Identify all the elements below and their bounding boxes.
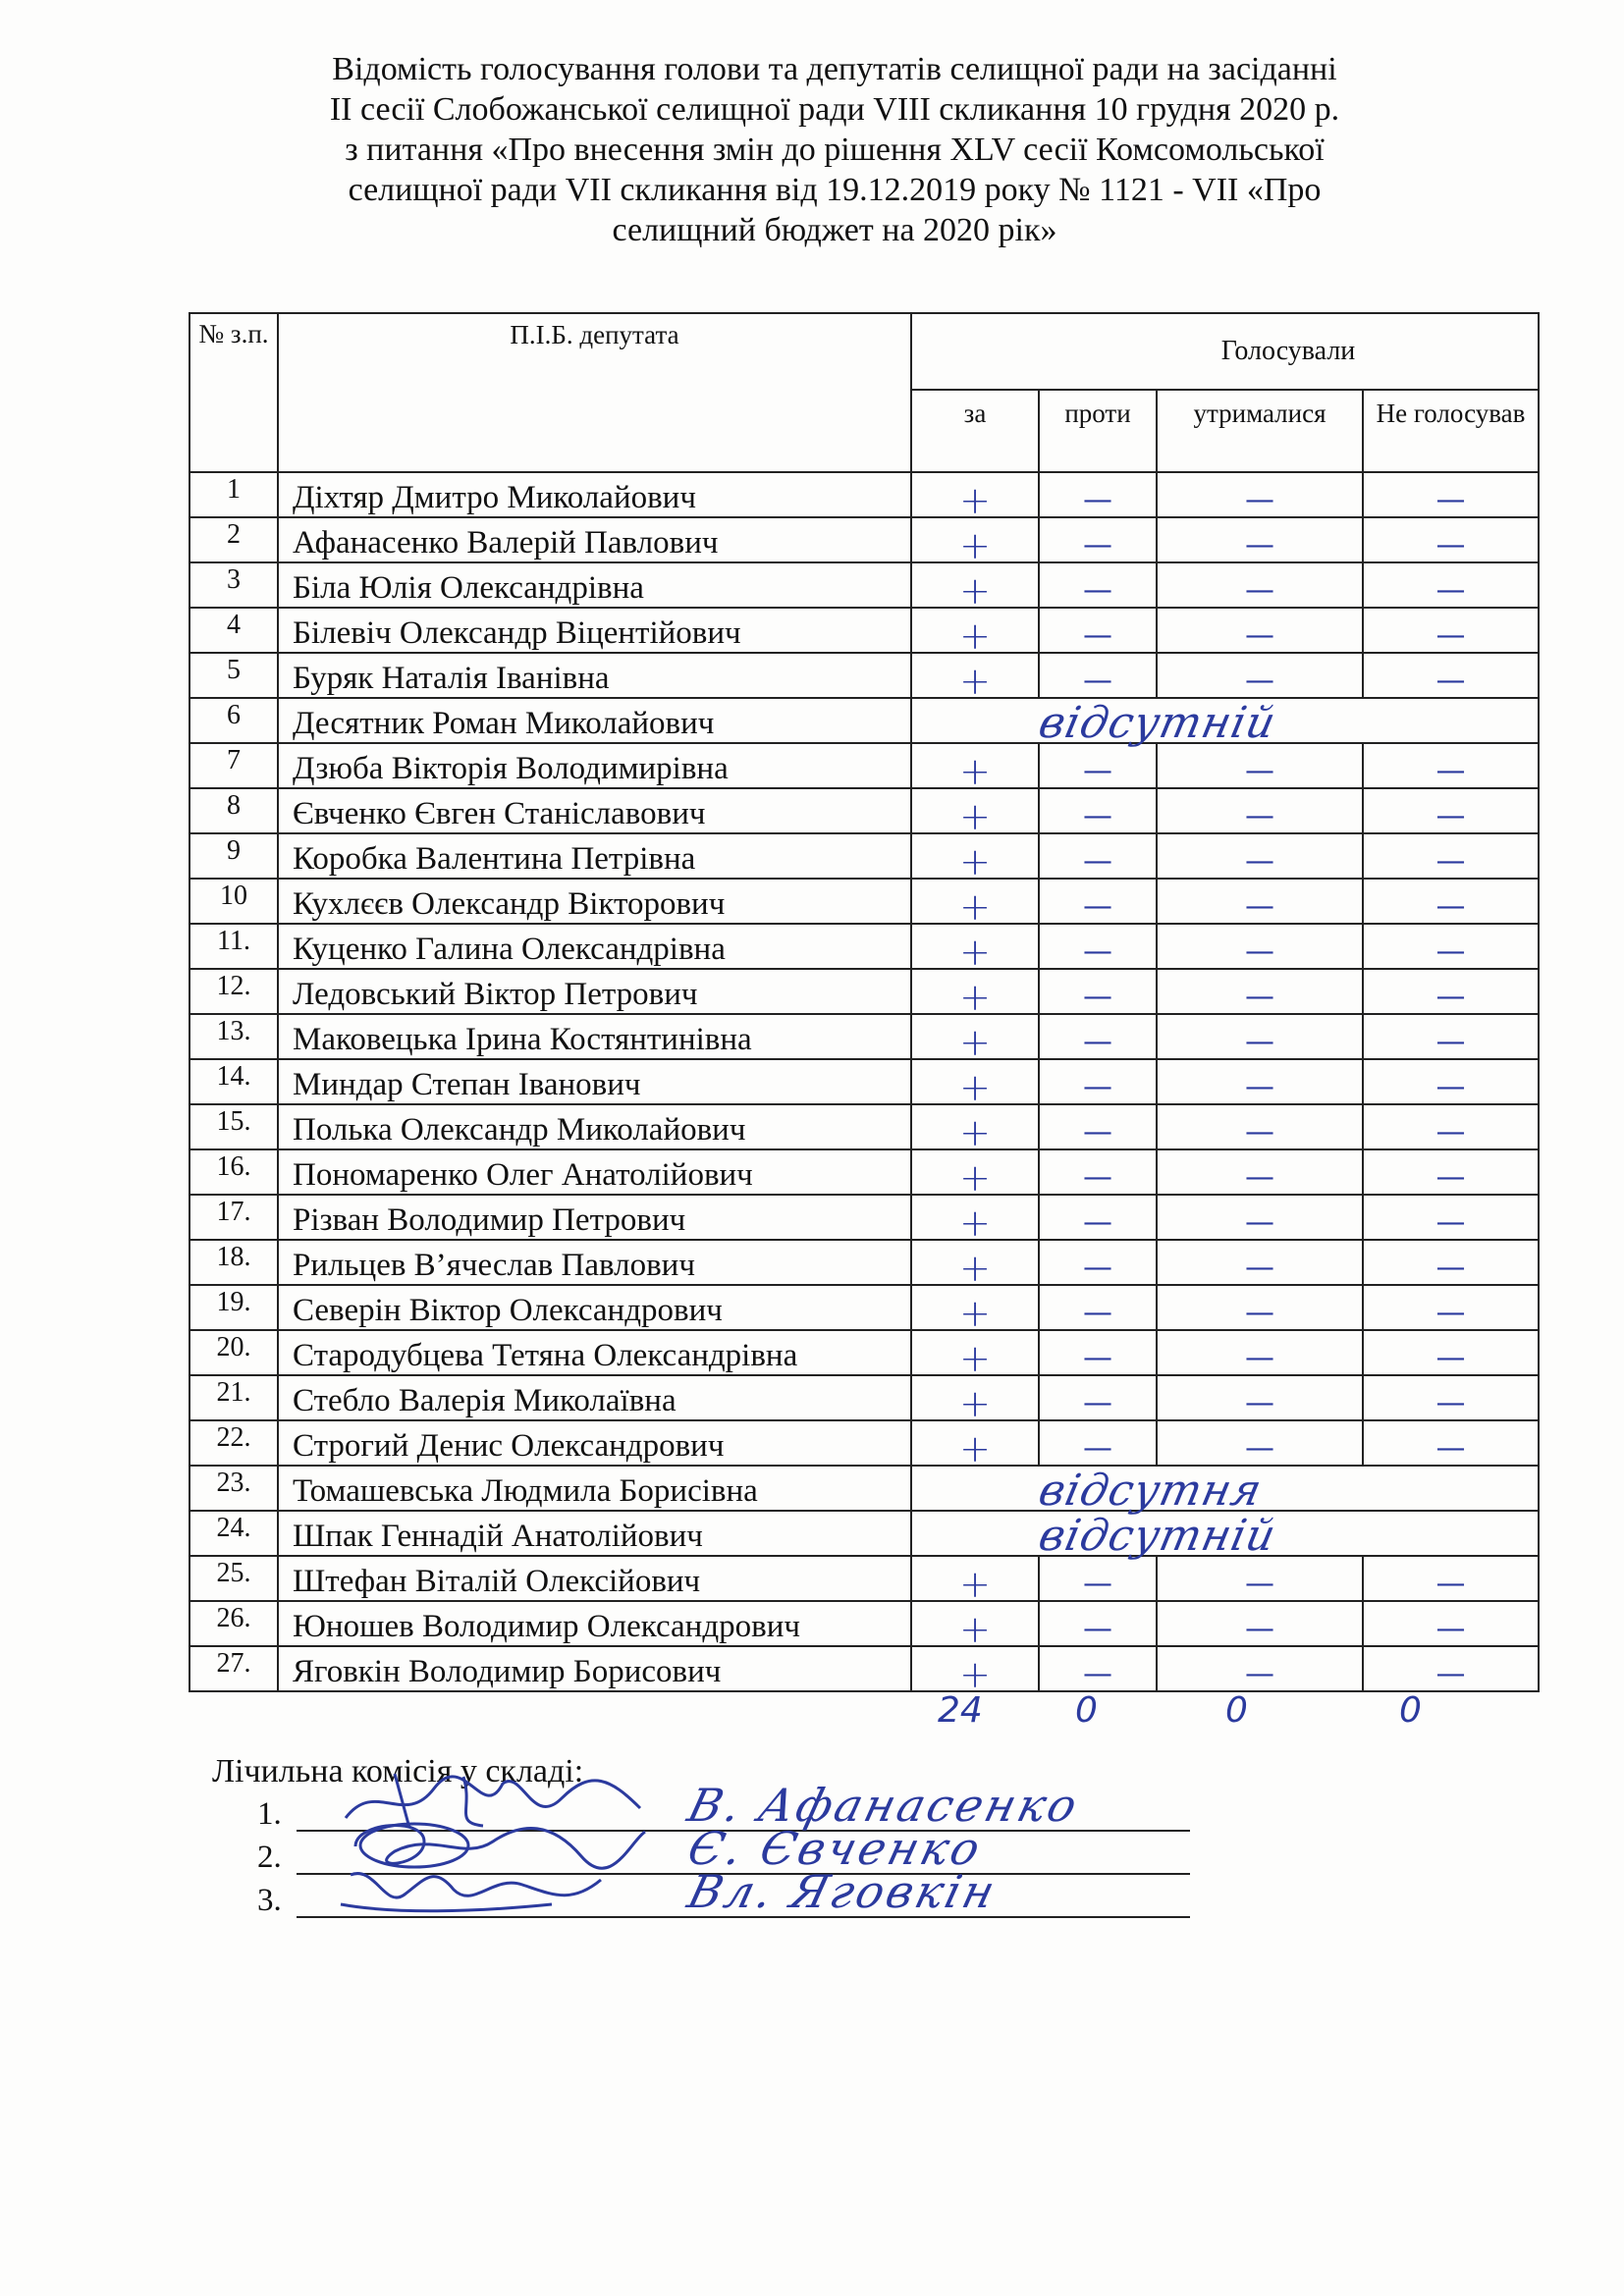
row-number: 6 xyxy=(189,698,278,743)
header-not-voted: Не голосував xyxy=(1363,390,1539,472)
row-number: 20. xyxy=(189,1330,278,1375)
vote-abstained: — xyxy=(1157,1240,1363,1285)
vote-not-voted: — xyxy=(1363,653,1539,698)
vote-for: + xyxy=(911,1330,1039,1375)
vote-abstained: — xyxy=(1157,969,1363,1014)
header-name: П.І.Б. депутата xyxy=(278,313,911,472)
header-voted: Голосували xyxy=(1039,313,1539,390)
signature-number: 1. xyxy=(257,1796,282,1832)
vote-not-voted: — xyxy=(1363,924,1539,969)
total-against: 0 xyxy=(1075,1690,1098,1731)
vote-not-voted: — xyxy=(1363,1240,1539,1285)
table-row xyxy=(189,833,1539,879)
vote-for: + xyxy=(911,1556,1039,1601)
row-number: 18. xyxy=(189,1240,278,1285)
vote-abstained: — xyxy=(1157,1104,1363,1149)
vote-abstained: — xyxy=(1157,743,1363,788)
vote-for: + xyxy=(911,1104,1039,1149)
row-number: 23. xyxy=(189,1466,278,1511)
vote-not-voted: — xyxy=(1363,743,1539,788)
row-number: 13. xyxy=(189,1014,278,1059)
row-number: 5 xyxy=(189,653,278,698)
vote-not-voted: — xyxy=(1363,1285,1539,1330)
vote-for: + xyxy=(911,653,1039,698)
deputy-name: Строгий Денис Олександрович xyxy=(278,1420,911,1466)
vote-against: — xyxy=(1039,653,1157,698)
vote-against: — xyxy=(1039,472,1157,517)
vote-for: + xyxy=(911,833,1039,879)
vote-against: — xyxy=(1039,833,1157,879)
vote-for: + xyxy=(911,472,1039,517)
signature-number: 2. xyxy=(257,1840,282,1875)
vote-not-voted: — xyxy=(1363,472,1539,517)
row-number: 22. xyxy=(189,1420,278,1466)
vote-abstained: — xyxy=(1157,1014,1363,1059)
total-for: 24 xyxy=(938,1690,983,1731)
vote-against: — xyxy=(1039,879,1157,924)
table-row xyxy=(189,608,1539,653)
absent-note: відсутній xyxy=(1034,1511,1281,1561)
vote-for: + xyxy=(911,1601,1039,1646)
row-number: 3 xyxy=(189,562,278,608)
deputy-name: Коробка Валентина Петрівна xyxy=(278,833,911,879)
vote-not-voted: — xyxy=(1363,879,1539,924)
vote-not-voted: — xyxy=(1363,1149,1539,1195)
table-row xyxy=(189,1330,1539,1375)
vote-abstained: — xyxy=(1157,608,1363,653)
table-row xyxy=(189,472,1539,517)
table-row xyxy=(189,743,1539,788)
vote-for: + xyxy=(911,1195,1039,1240)
deputy-name: Стебло Валерія Миколаївна xyxy=(278,1375,911,1420)
vote-abstained: — xyxy=(1157,1330,1363,1375)
vote-for: + xyxy=(911,788,1039,833)
title-line-2: ІІ сесії Слобожанської селищної ради VIII скликання 10 грудня 2020 р. xyxy=(329,91,1340,128)
vote-for: + xyxy=(911,608,1039,653)
row-number: 10 xyxy=(189,879,278,924)
vote-against: — xyxy=(1039,1375,1157,1420)
vote-against: — xyxy=(1039,1149,1157,1195)
table-row xyxy=(189,1375,1539,1420)
deputy-name: Буряк Наталія Іванівна xyxy=(278,653,911,698)
vote-abstained: — xyxy=(1157,517,1363,562)
vote-abstained: — xyxy=(1157,562,1363,608)
vote-against: — xyxy=(1039,562,1157,608)
row-number: 24. xyxy=(189,1511,278,1556)
deputy-name: Діхтяр Дмитро Миколайович xyxy=(278,472,911,517)
table-row xyxy=(189,1420,1539,1466)
vote-abstained: — xyxy=(1157,833,1363,879)
vote-not-voted: — xyxy=(1363,1556,1539,1601)
vote-against: — xyxy=(1039,969,1157,1014)
vote-not-voted: — xyxy=(1363,1014,1539,1059)
title-line-4: селищної ради VII скликання від 19.12.2019 року № 1121 - VII «Про xyxy=(348,172,1322,208)
vote-for: + xyxy=(911,924,1039,969)
vote-abstained: — xyxy=(1157,1601,1363,1646)
vote-against: — xyxy=(1039,1195,1157,1240)
vote-not-voted: — xyxy=(1363,788,1539,833)
absent-cell xyxy=(911,1511,1281,1561)
header-num: № з.п. xyxy=(189,313,278,472)
deputy-name: Куценко Галина Олександрівна xyxy=(278,924,911,969)
row-number: 12. xyxy=(189,969,278,1014)
row-number: 14. xyxy=(189,1059,278,1104)
vote-against: — xyxy=(1039,517,1157,562)
row-number: 26. xyxy=(189,1601,278,1646)
vote-for: + xyxy=(911,1059,1039,1104)
vote-for: + xyxy=(911,1149,1039,1195)
vote-abstained: — xyxy=(1157,1195,1363,1240)
vote-abstained: — xyxy=(1157,788,1363,833)
header-against: проти xyxy=(1039,390,1157,472)
table-row xyxy=(189,1556,1539,1601)
vote-not-voted: — xyxy=(1363,1104,1539,1149)
table-row xyxy=(189,1511,1539,1556)
vote-for: + xyxy=(911,743,1039,788)
vote-against: — xyxy=(1039,1240,1157,1285)
table-row xyxy=(189,653,1539,698)
deputy-name: Ледовський Віктор Петрович xyxy=(278,969,911,1014)
row-number: 4 xyxy=(189,608,278,653)
document-title xyxy=(226,49,1443,250)
title-line-1: Відомість голосування голови та депутатів селищної ради на засіданні xyxy=(332,51,1337,87)
vote-against: — xyxy=(1039,1104,1157,1149)
vote-against: — xyxy=(1039,1059,1157,1104)
row-number: 17. xyxy=(189,1195,278,1240)
vote-cell xyxy=(1363,1511,1539,1556)
signature-name: Є. Євченко xyxy=(682,1822,989,1875)
absent-note: відсутня xyxy=(1034,1466,1267,1516)
signature-name: Вл. Яговкін xyxy=(682,1865,1003,1918)
total-not-voted: 0 xyxy=(1399,1690,1422,1731)
signature-scribble-icon xyxy=(336,1855,650,1918)
vote-abstained: — xyxy=(1157,1556,1363,1601)
absent-cell xyxy=(911,698,1281,748)
vote-against: — xyxy=(1039,1330,1157,1375)
deputy-name: Євченко Євген Станіславович xyxy=(278,788,911,833)
absent-note: відсутній xyxy=(1034,698,1281,748)
vote-not-voted: — xyxy=(1363,1646,1539,1691)
vote-against: — xyxy=(1039,924,1157,969)
table-row xyxy=(189,562,1539,608)
commission-label: Лічильна комісія у складі: xyxy=(212,1753,584,1789)
table-row xyxy=(189,1285,1539,1330)
vote-against: — xyxy=(1039,1420,1157,1466)
vote-abstained: — xyxy=(1157,924,1363,969)
table-row xyxy=(189,924,1539,969)
deputy-name: Юношев Володимир Олександрович xyxy=(278,1601,911,1646)
row-number: 8 xyxy=(189,788,278,833)
vote-not-voted: — xyxy=(1363,1330,1539,1375)
deputy-name: Яговкін Володимир Борисович xyxy=(278,1646,911,1691)
header-voted-spacer xyxy=(911,313,1039,390)
deputy-name: Білевіч Олександр Віцентійович xyxy=(278,608,911,653)
header-for: за xyxy=(911,390,1039,472)
row-number: 2 xyxy=(189,517,278,562)
vote-for: + xyxy=(911,517,1039,562)
signature-name: В. Афанасенко xyxy=(682,1779,1086,1832)
vote-for: + xyxy=(911,1285,1039,1330)
row-number: 9 xyxy=(189,833,278,879)
table-row xyxy=(189,788,1539,833)
vote-abstained: — xyxy=(1157,1059,1363,1104)
row-number: 7 xyxy=(189,743,278,788)
absent-cell xyxy=(911,1466,1267,1516)
vote-against: — xyxy=(1039,788,1157,833)
vote-not-voted: — xyxy=(1363,1195,1539,1240)
vote-not-voted: — xyxy=(1363,608,1539,653)
table-row xyxy=(189,1059,1539,1104)
deputy-name: Стародубцева Тетяна Олександрівна xyxy=(278,1330,911,1375)
vote-not-voted: — xyxy=(1363,1601,1539,1646)
row-number: 15. xyxy=(189,1104,278,1149)
deputy-name: Афанасенко Валерій Павлович xyxy=(278,517,911,562)
vote-not-voted: — xyxy=(1363,833,1539,879)
vote-for: + xyxy=(911,969,1039,1014)
vote-abstained: — xyxy=(1157,653,1363,698)
table-row xyxy=(189,1466,1539,1511)
deputy-name: Десятник Роман Миколайович xyxy=(278,698,911,743)
row-number: 25. xyxy=(189,1556,278,1601)
table-row xyxy=(189,1104,1539,1149)
voting-table xyxy=(189,312,1540,1696)
vote-abstained: — xyxy=(1157,1149,1363,1195)
deputy-name: Різван Володимир Петрович xyxy=(278,1195,911,1240)
row-number: 19. xyxy=(189,1285,278,1330)
vote-not-voted: — xyxy=(1363,1420,1539,1466)
deputy-name: Маковецька Ірина Костянтинівна xyxy=(278,1014,911,1059)
row-number: 16. xyxy=(189,1149,278,1195)
vote-for: + xyxy=(911,1420,1039,1466)
vote-for: + xyxy=(911,1646,1039,1691)
vote-for: + xyxy=(911,1240,1039,1285)
table-row xyxy=(189,1240,1539,1285)
row-number: 21. xyxy=(189,1375,278,1420)
vote-against: — xyxy=(1039,1285,1157,1330)
title-line-3: з питання «Про внесення змін до рішення XLV сесії Комсомольської xyxy=(345,132,1325,168)
table-row xyxy=(189,517,1539,562)
vote-for: + xyxy=(911,1375,1039,1420)
signature-number: 3. xyxy=(257,1883,282,1918)
total-abstained: 0 xyxy=(1225,1690,1248,1731)
vote-abstained: — xyxy=(1157,879,1363,924)
deputy-name: Миндар Степан Іванович xyxy=(278,1059,911,1104)
vote-for: + xyxy=(911,562,1039,608)
table-row xyxy=(189,1149,1539,1195)
vote-cell xyxy=(1363,698,1539,743)
table-row xyxy=(189,1014,1539,1059)
vote-against: — xyxy=(1039,1014,1157,1059)
vote-abstained: — xyxy=(1157,1420,1363,1466)
deputy-name: Біла Юлія Олександрівна xyxy=(278,562,911,608)
vote-abstained: — xyxy=(1157,1646,1363,1691)
deputy-name: Шпак Геннадій Анатолійович xyxy=(278,1511,911,1556)
vote-for: + xyxy=(911,879,1039,924)
vote-not-voted: — xyxy=(1363,562,1539,608)
deputy-name: Полька Олександр Миколайович xyxy=(278,1104,911,1149)
vote-abstained: — xyxy=(1157,1375,1363,1420)
deputy-name: Северін Віктор Олександрович xyxy=(278,1285,911,1330)
vote-not-voted: — xyxy=(1363,969,1539,1014)
vote-against: — xyxy=(1039,1646,1157,1691)
vote-abstained: — xyxy=(1157,1285,1363,1330)
table-row xyxy=(189,1601,1539,1646)
table-row xyxy=(189,1646,1539,1691)
vote-for: + xyxy=(911,1014,1039,1059)
table-row xyxy=(189,1195,1539,1240)
title-line-5: селищний бюджет на 2020 рік» xyxy=(612,212,1057,248)
vote-against: — xyxy=(1039,743,1157,788)
table-body xyxy=(189,472,1539,1696)
deputy-name: Кухлєєв Олександр Вікторович xyxy=(278,879,911,924)
deputy-name: Дзюба Вікторія Володимирівна xyxy=(278,743,911,788)
vote-cell xyxy=(1363,1466,1539,1511)
deputy-name: Пономаренко Олег Анатолійович xyxy=(278,1149,911,1195)
vote-abstained: — xyxy=(1157,472,1363,517)
table-row xyxy=(189,969,1539,1014)
row-number: 11. xyxy=(189,924,278,969)
header-abstained: утрималися xyxy=(1157,390,1363,472)
vote-against: — xyxy=(1039,1556,1157,1601)
vote-against: — xyxy=(1039,1601,1157,1646)
table-row xyxy=(189,698,1539,743)
row-number: 1 xyxy=(189,472,278,517)
deputy-name: Штефан Віталій Олексійович xyxy=(278,1556,911,1601)
vote-not-voted: — xyxy=(1363,517,1539,562)
row-number: 27. xyxy=(189,1646,278,1691)
vote-against: — xyxy=(1039,608,1157,653)
deputy-name: Рильцев В’ячеслав Павлович xyxy=(278,1240,911,1285)
table-row xyxy=(189,879,1539,924)
vote-not-voted: — xyxy=(1363,1375,1539,1420)
vote-not-voted: — xyxy=(1363,1059,1539,1104)
signature-row xyxy=(257,1865,1190,1926)
deputy-name: Томашевська Людмила Борисівна xyxy=(278,1466,911,1511)
